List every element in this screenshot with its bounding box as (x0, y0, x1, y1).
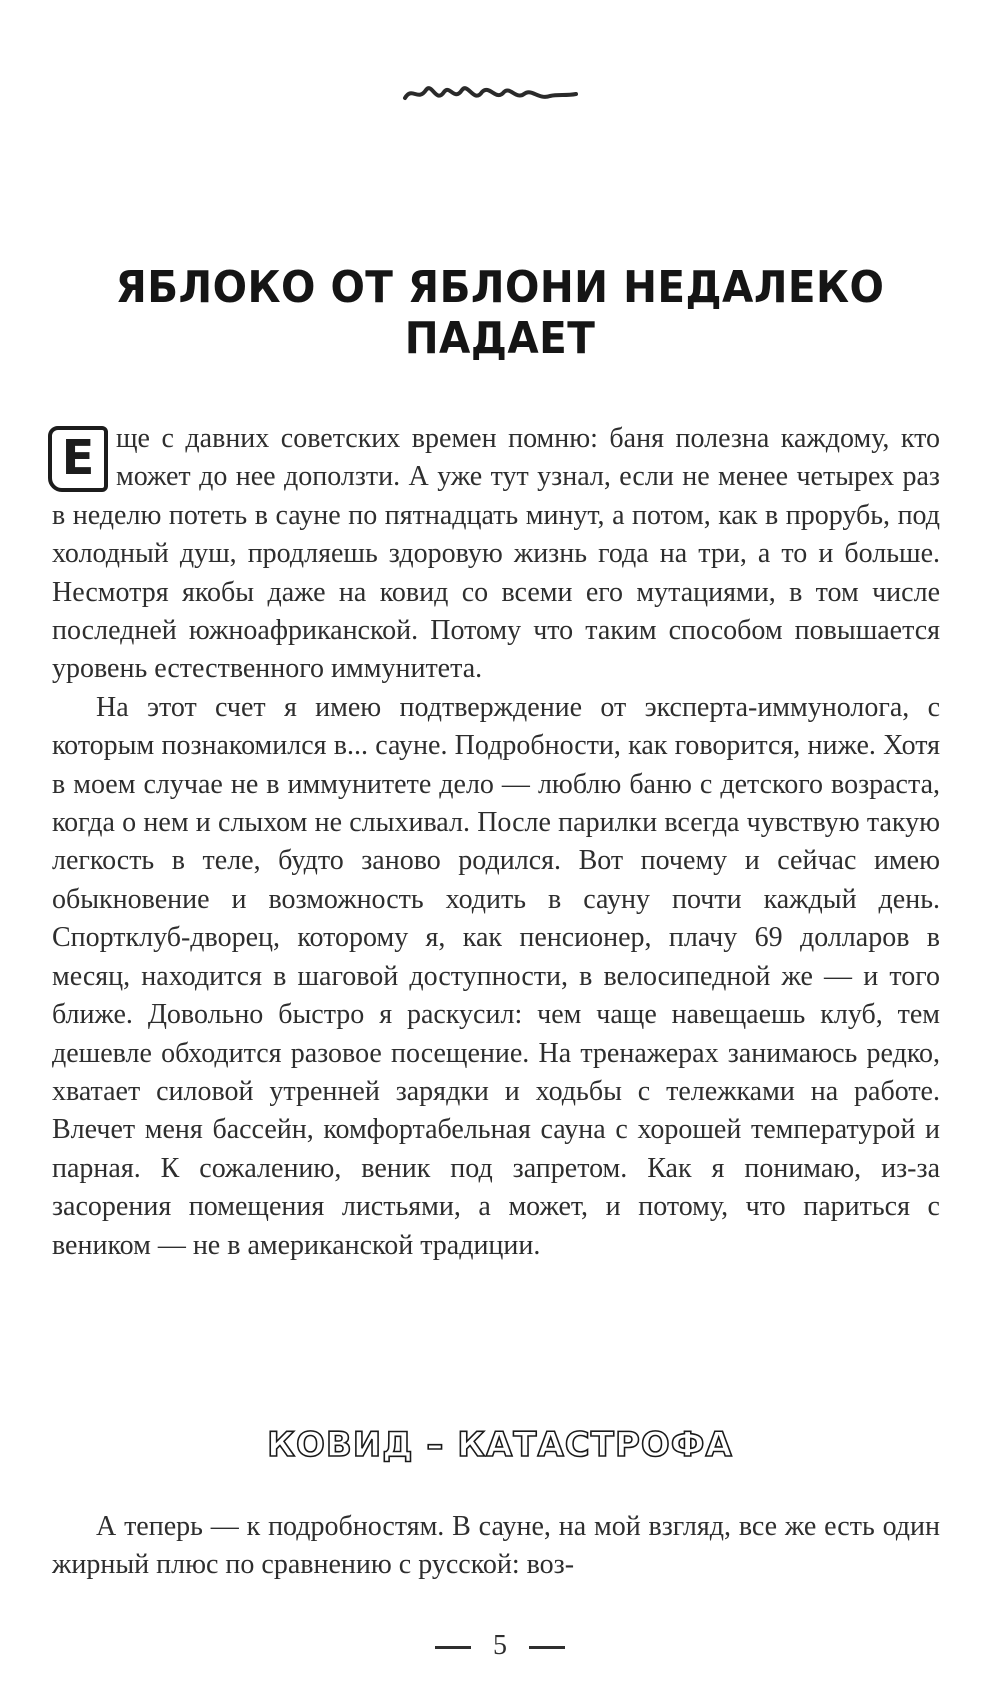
page-number: 5 (493, 1630, 507, 1661)
dash-right (529, 1646, 565, 1649)
paragraph-3: А теперь — к подробностям. В сауне, на мой взгляд, все же есть один жирный плюс по сравнению с русской: воз- (52, 1511, 940, 1581)
paragraph-1 (52, 420, 940, 689)
body-text-block (52, 420, 940, 1265)
chapter-title: ЯБЛОКО ОТ ЯБЛОНИ НЕДАЛЕКО ПАДАЕТ (115, 262, 885, 364)
squiggle-ornament-icon (400, 78, 580, 108)
dash-left (435, 1646, 471, 1649)
paragraph-2: На этот счет я имею подтверждение от эксперта-иммунолога, с которым познакомился в... сауне. Подробности, как говорится, ниже. Хотя в моем случае не в иммунитете дело — люблю баню с детского возраста, когда о нем и слыхом не слыхивал. После парилки всегда чувствую такую легкость в теле, будто заново родился. Вот почему и сейчас имею обыкновение и возможность ходить в сауну почти каждый день. Спортклуб-дворец, которому я, как пенсионер, плачу 69 долларов в месяц, находится в шаговой доступности, в велосипедной же — и того ближе. Довольно быстро я раскусил: чем чаще навещаешь клуб, тем дешевле обходится разовое посещение. На тренажерах занимаюсь редко, хватает силовой утренней зарядки и ходьбы с тележками на работе. Влечет меня бассейн, комфортабельная сауна с хорошей температурой и парная. К сожалению, веник под запретом. Как я понимаю, из-за засорения помещения листьями, а может, и потому, что париться с веником — не в американской традиции. (52, 691, 940, 1261)
section-subheading: КОВИД – КАТАСТРОФА (267, 1425, 733, 1465)
dropcap: Е (48, 426, 108, 492)
paragraph-1-text: ще с давних советских времен помню: баня полезна каждому, кто может до нее доползти. А уже тут узнал, если не менее четырех раз в неделю потеть в сауне по пятнадцать минут, а потом, как в прорубь, под холодный душ, продляешь здоровую жизнь года на три, а то и больше. Несмотря якобы даже на ковид со всеми его мутациями, в том числе последней южноафриканской. Потому что таким способом повышается уровень естественного иммунитета. (52, 423, 940, 685)
body-text-block-2 (52, 1508, 940, 1585)
page-footer (0, 1630, 1000, 1662)
